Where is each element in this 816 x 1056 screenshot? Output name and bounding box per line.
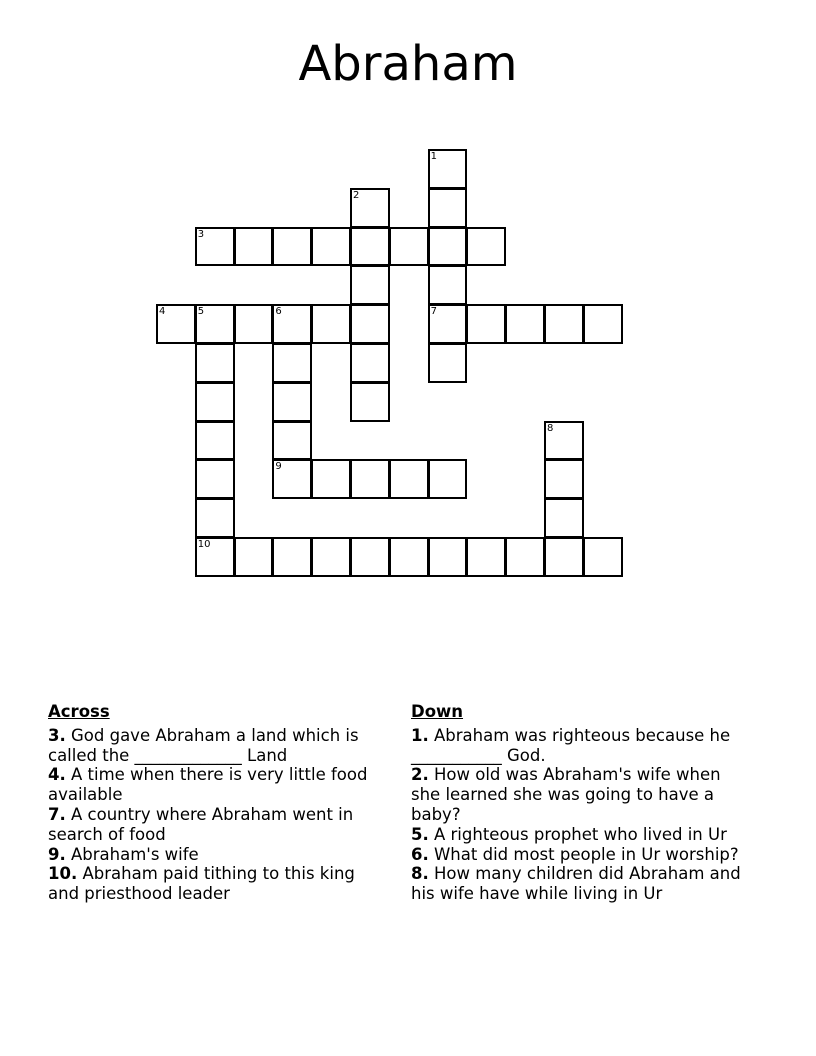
clue-text: What did most people in Ur worship?: [428, 844, 739, 864]
clue-number: 7: [430, 306, 437, 318]
clue-num: 1.: [411, 725, 429, 745]
down-clue: [411, 864, 751, 904]
grid-cell[interactable]: [350, 304, 390, 344]
grid-cell[interactable]: [195, 382, 235, 422]
down-clue: [411, 765, 751, 824]
grid-cell[interactable]: [466, 304, 506, 344]
grid-cell[interactable]: [428, 459, 468, 499]
across-clues: [48, 702, 388, 904]
grid-cell[interactable]: [505, 304, 545, 344]
across-clue: [48, 765, 388, 805]
grid-cell[interactable]: [350, 382, 390, 422]
grid-cell[interactable]: [311, 459, 351, 499]
clue-text: How old was Abraham's wife when she learned she was going to have a baby?: [411, 765, 721, 824]
clue-text: A time when there is very little food available: [48, 765, 368, 805]
down-clue: [411, 825, 751, 845]
clue-number: 8: [547, 422, 554, 434]
down-clues: [411, 702, 751, 904]
grid-cell[interactable]: [234, 304, 274, 344]
clue-num: 2.: [411, 765, 429, 785]
clue-text: A righteous prophet who lived in Ur: [428, 824, 727, 844]
page-title: Abraham: [298, 36, 518, 92]
grid-cell[interactable]: [583, 304, 623, 344]
across-clue: [48, 726, 388, 766]
clue-number: 10: [197, 539, 211, 550]
clue-text: Abraham was righteous because he ___________ God.: [411, 725, 731, 765]
grid-cell[interactable]: [466, 537, 506, 577]
across-heading: Across: [48, 702, 110, 721]
clue-num: 8.: [411, 864, 429, 884]
grid-cell[interactable]: [195, 421, 235, 461]
grid-cell[interactable]: [428, 343, 468, 383]
clue-num: 7.: [48, 804, 66, 824]
grid-cell[interactable]: [195, 343, 235, 383]
clue-number: 2: [353, 189, 360, 201]
grid-cell[interactable]: [234, 227, 274, 267]
clue-text: Abraham paid tithing to this king and priesthood leader: [48, 864, 355, 904]
grid-cell[interactable]: [389, 459, 429, 499]
across-clue: [48, 845, 388, 865]
grid-cell[interactable]: [350, 459, 390, 499]
grid-cell[interactable]: [428, 188, 468, 228]
clue-number: 6: [275, 306, 282, 318]
clue-number: 9: [275, 461, 282, 473]
grid-cell[interactable]: [389, 537, 429, 577]
grid-cell[interactable]: [350, 343, 390, 383]
clue-num: 9.: [48, 844, 66, 864]
grid-cell[interactable]: [350, 537, 390, 577]
grid-cell[interactable]: [311, 537, 351, 577]
clue-num: 4.: [48, 765, 66, 785]
grid-cell[interactable]: [544, 459, 584, 499]
grid-cell[interactable]: [350, 265, 390, 305]
grid-cell[interactable]: [428, 537, 468, 577]
grid-cell[interactable]: [272, 382, 312, 422]
grid-cell[interactable]: [466, 227, 506, 267]
grid-cell[interactable]: [544, 304, 584, 344]
clue-number: 4: [159, 306, 166, 318]
clue-number: 1: [430, 151, 437, 162]
grid-cell[interactable]: [272, 343, 312, 383]
clue-number: 5: [197, 306, 205, 318]
down-clue: [411, 726, 751, 766]
grid-cell[interactable]: [272, 421, 312, 461]
across-clue: [48, 805, 388, 845]
clue-text: A country where Abraham went in search of food: [48, 804, 354, 844]
grid-cell[interactable]: [195, 459, 235, 499]
grid-cell[interactable]: [311, 227, 351, 267]
clue-num: 3.: [48, 725, 66, 745]
grid-cell[interactable]: [505, 537, 545, 577]
clue-text: God gave Abraham a land which is called the _____________ Land: [48, 725, 359, 765]
clue-text: How many children did Abraham and his wife have while living in Ur: [411, 864, 741, 904]
grid-cell[interactable]: [272, 227, 312, 267]
grid-cell[interactable]: [544, 537, 584, 577]
grid-cell[interactable]: [428, 265, 468, 305]
grid-cell[interactable]: [389, 227, 429, 267]
clue-num: 6.: [411, 844, 429, 864]
grid-cell[interactable]: [544, 498, 584, 538]
across-clue-list: [48, 726, 388, 904]
clue-num: 5.: [411, 824, 429, 844]
down-heading: Down: [411, 702, 464, 721]
grid-cell[interactable]: [350, 227, 390, 267]
down-clue-list: [411, 726, 751, 904]
clue-num: 10.: [48, 864, 78, 884]
grid-cell[interactable]: [234, 537, 274, 577]
across-clue: [48, 864, 388, 904]
down-clue: [411, 845, 751, 865]
clue-number: 3: [197, 228, 205, 240]
grid-cell[interactable]: [272, 537, 312, 577]
clue-text: Abraham's wife: [65, 844, 199, 864]
grid-cell[interactable]: [195, 498, 235, 538]
grid-cell[interactable]: [428, 227, 468, 267]
grid-cell[interactable]: [311, 304, 351, 344]
grid-cell[interactable]: [583, 537, 623, 577]
